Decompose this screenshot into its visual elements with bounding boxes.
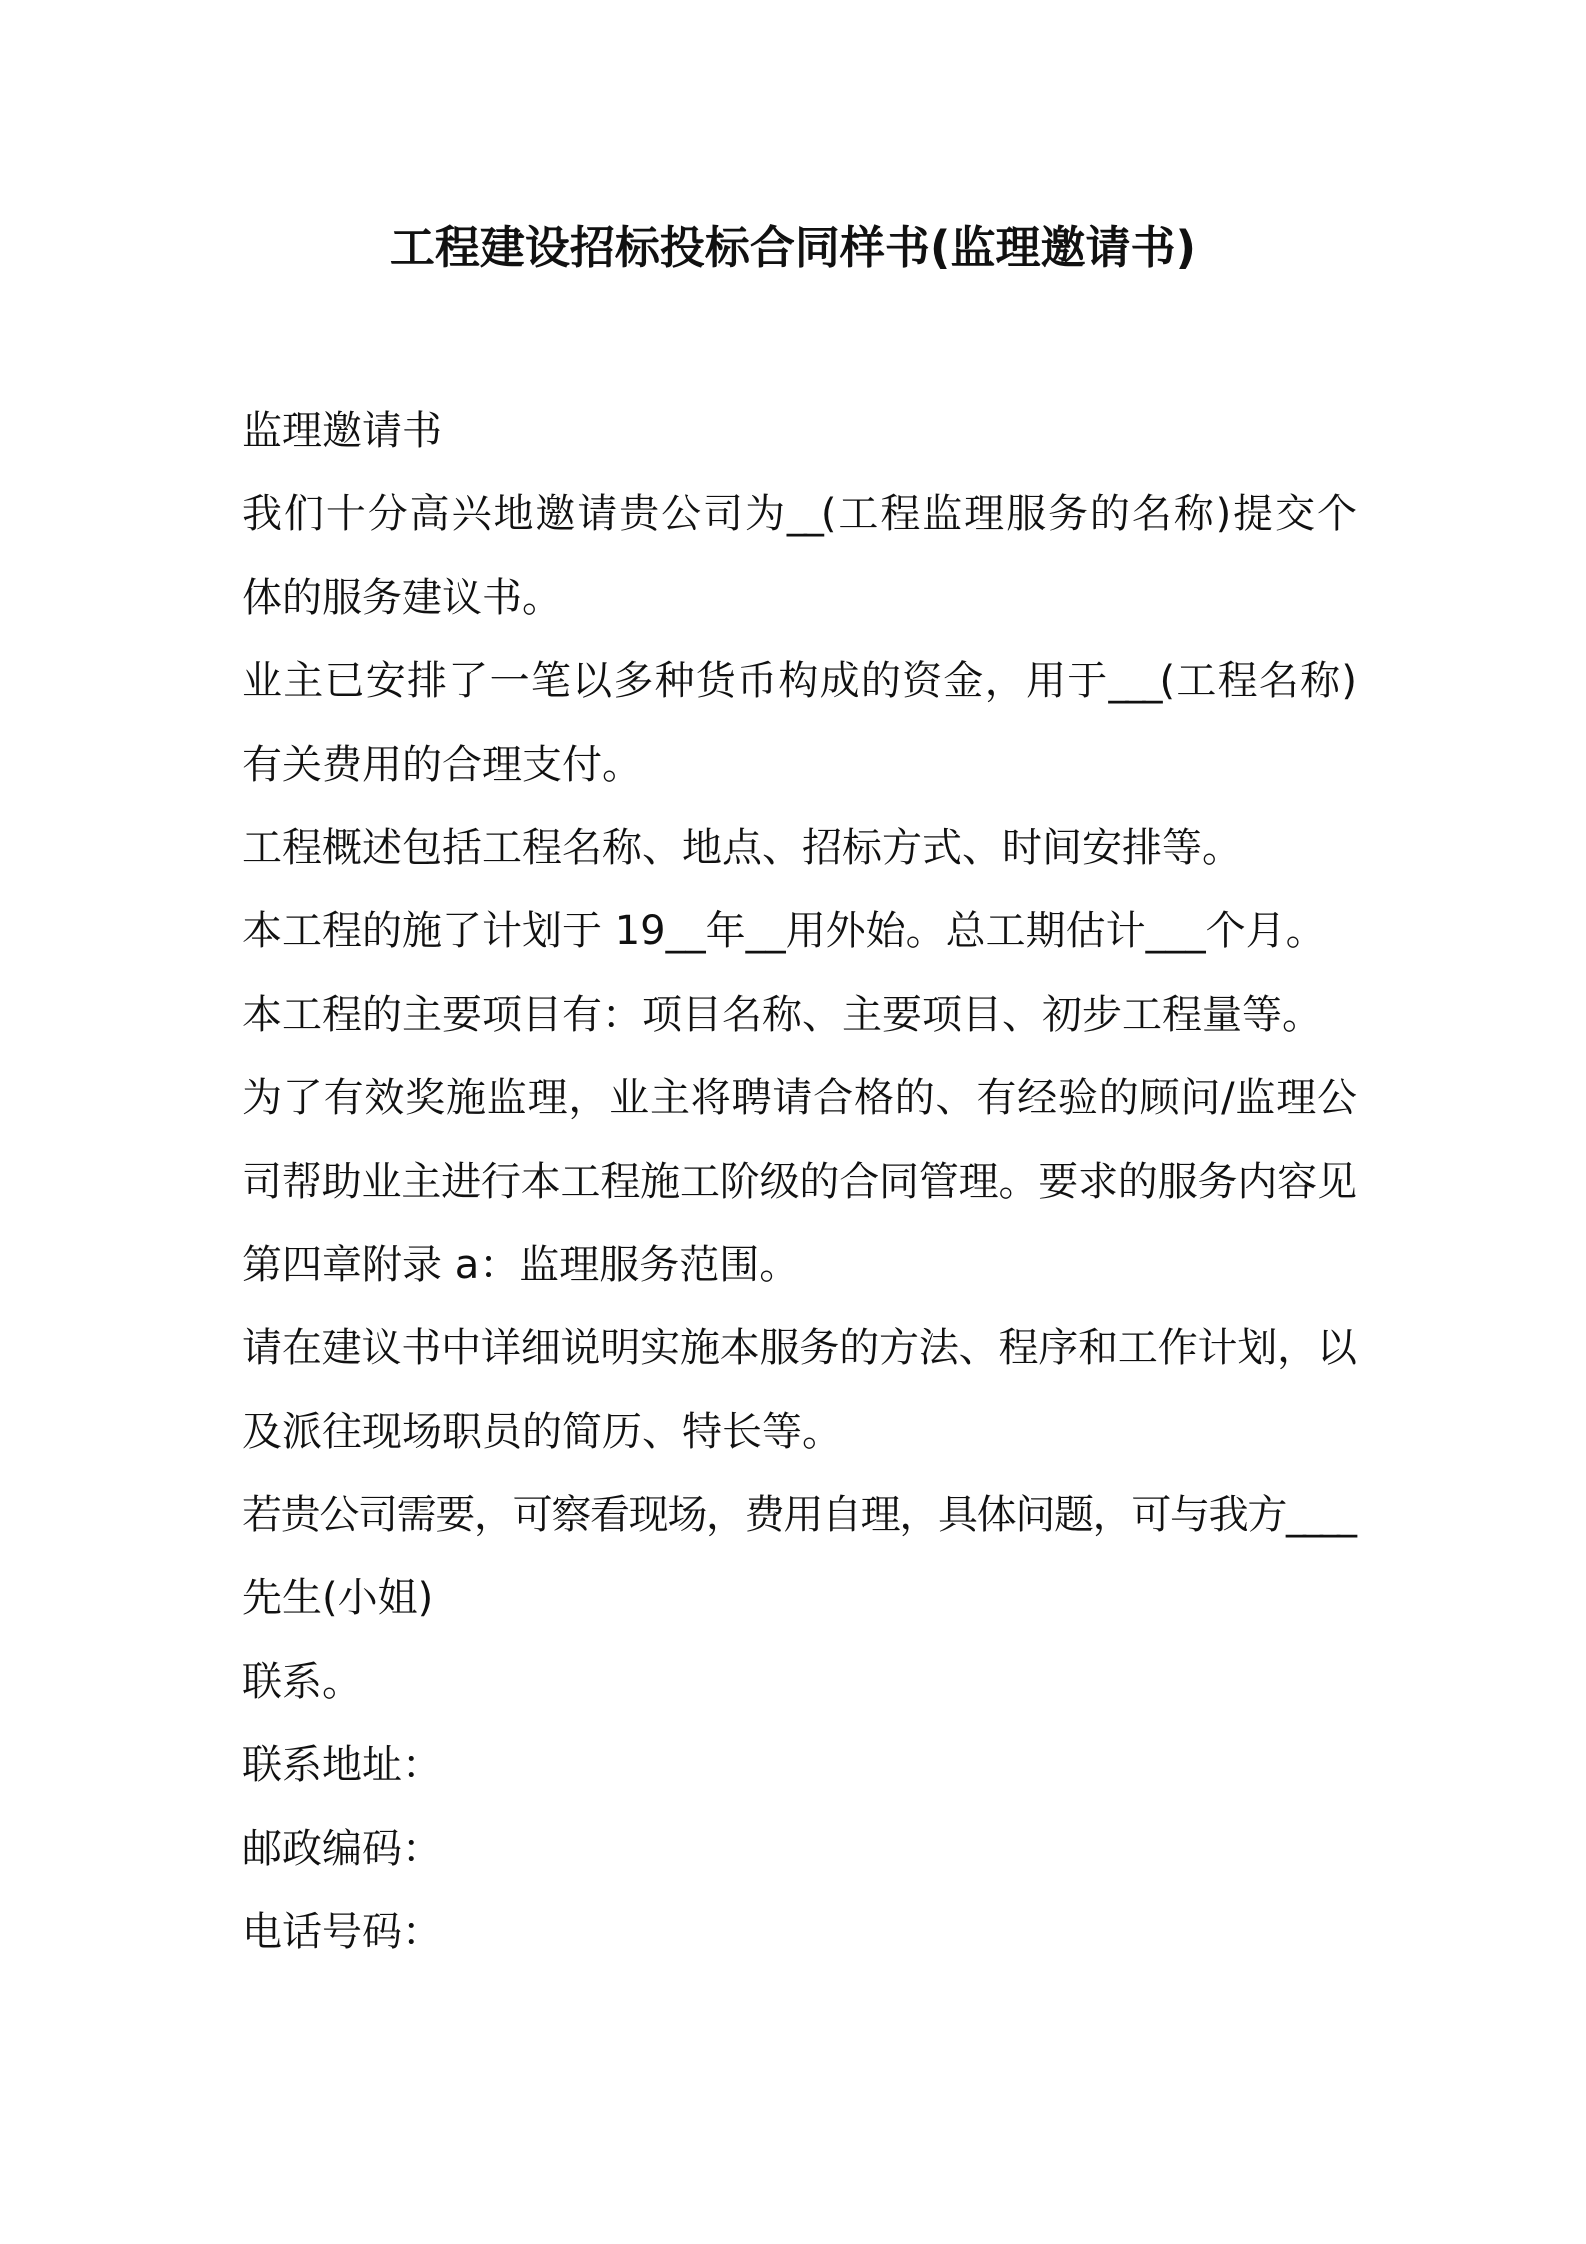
paragraph-line: 业主已安排了一笔以多种货币构成的资金，用于___(工程名称) — [242, 658, 1354, 705]
paragraph-line: 司帮助业主进行本工程施工阶级的合同管理。要求的服务内容见 — [242, 1158, 1354, 1205]
paragraph-line: 若贵公司需要，可察看现场，费用自理，具体问题，可与我方____ — [242, 1492, 1354, 1539]
letter-heading: 监理邀请书 — [242, 408, 442, 454]
paragraph-line: 先生(小姐) — [242, 1575, 434, 1622]
paragraph-line: 我们十分高兴地邀请贵公司为__(工程监理服务的名称)提交个 — [242, 491, 1354, 538]
paragraph-line: 请在建议书中详细说明实施本服务的方法、程序和工作计划，以 — [242, 1325, 1354, 1372]
paragraph-line: 第四章附录 a：监理服务范围。 — [242, 1241, 800, 1288]
paragraph-line: 工程概述包括工程名称、地点、招标方式、时间安排等。 — [242, 824, 1242, 871]
paragraph-line: 联系。 — [242, 1658, 362, 1705]
paragraph-line: 及派往现场职员的简历、特长等。 — [242, 1408, 842, 1455]
document-body — [242, 390, 1354, 1974]
paragraph-line: 本工程的施了计划于 19__年__用外始。总工期估计___个月。 — [242, 908, 1326, 955]
postal-code-label: 邮政编码： — [242, 1825, 442, 1872]
paragraph-line: 体的服务建议书。 — [242, 574, 562, 621]
paragraph-line: 本工程的主要项目有：项目名称、主要项目、初步工程量等。 — [242, 991, 1322, 1038]
phone-number-label: 电话号码： — [242, 1909, 442, 1956]
contact-address-label: 联系地址： — [242, 1742, 442, 1789]
paragraph-line: 有关费用的合理支付。 — [242, 741, 642, 788]
paragraph-line: 为了有效奖施监理，业主将聘请合格的、有经验的顾问/监理公 — [242, 1075, 1354, 1122]
document-title: 工程建设招标投标合同样书(监理邀请书) — [389, 221, 1197, 274]
